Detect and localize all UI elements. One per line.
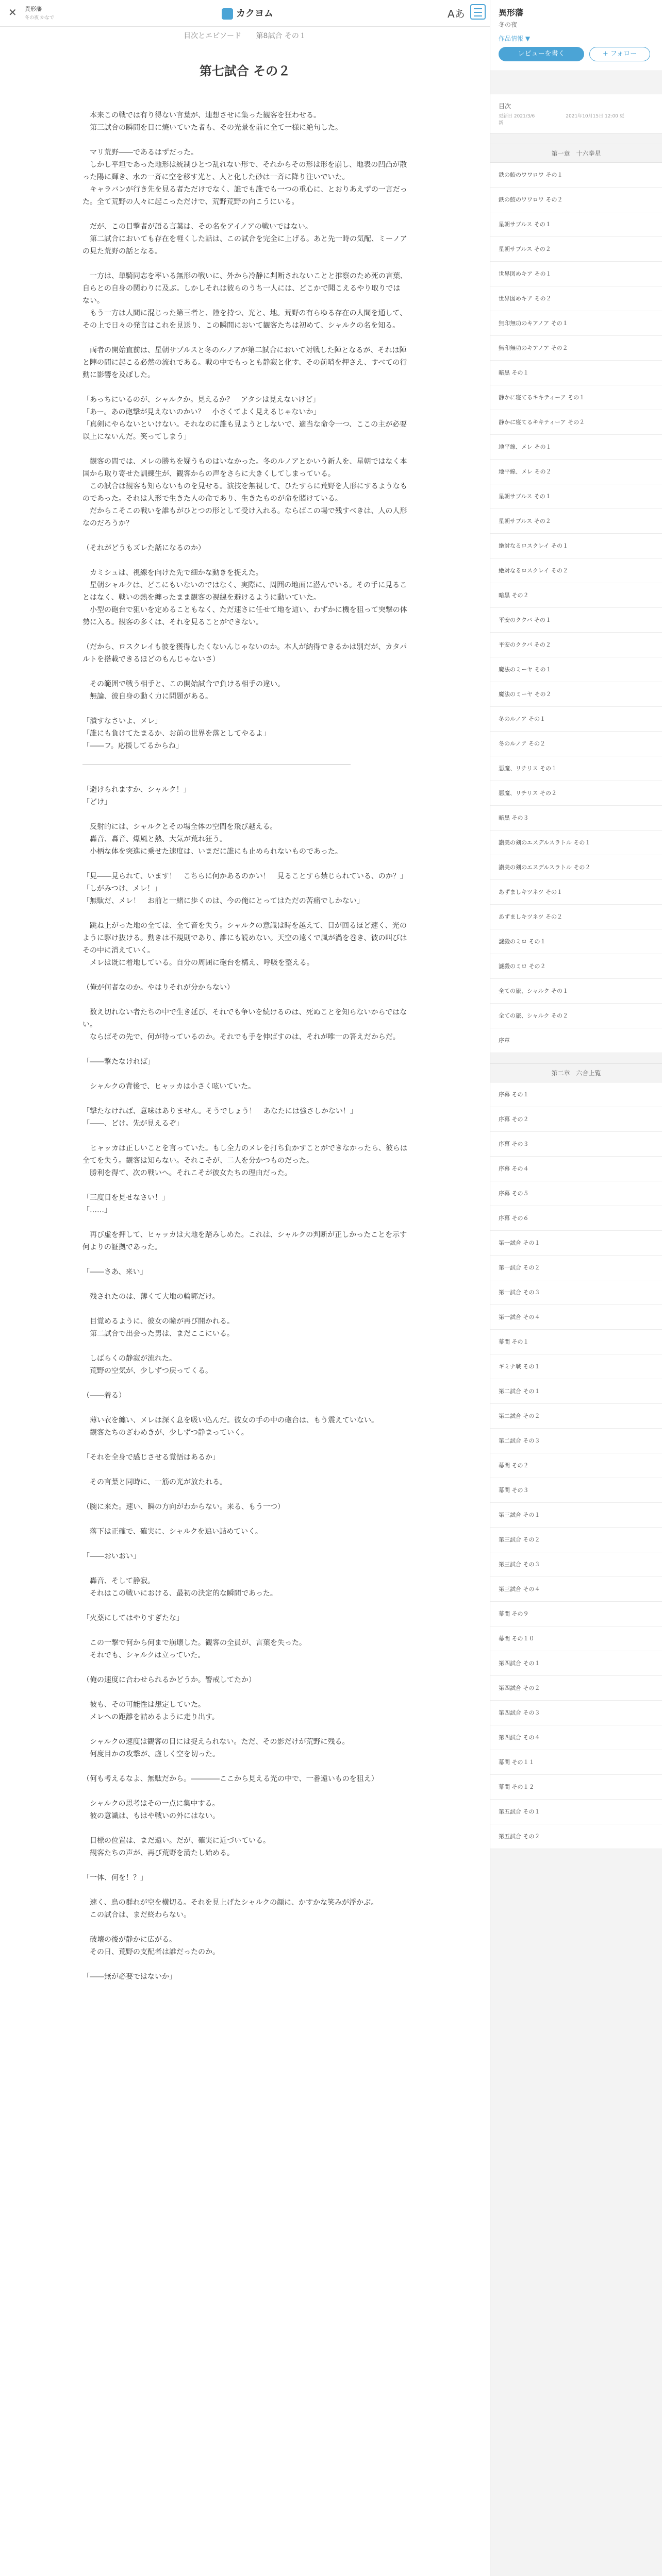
episode-list-item[interactable]: 絶対なるロスクレイ その１ bbox=[490, 534, 662, 558]
body-paragraph: その範囲で戦う相手と、この開始試合で負ける相手の違い。 無論、彼自身の動く力に問題がある。 bbox=[89, 680, 285, 701]
episode-list-item[interactable]: 序章 bbox=[490, 1028, 662, 1053]
body-paragraph: 「潰すなさいよ、メレ」 「誰にも負けてたまるか、お前の世界を落としてやるよ」 「――フ。応援してるからね」 bbox=[82, 717, 270, 750]
body-paragraph: 「火薬にしてはやりすぎたな」 bbox=[82, 1614, 184, 1622]
episode-list-item[interactable]: 第四試合 その４ bbox=[490, 1725, 662, 1750]
episode-list-item[interactable]: 第一試合 その１ bbox=[490, 1231, 662, 1256]
body-paragraph: 目覚めるように、彼女の瞳が再び開かれる。 第二試合で出会った男は、まだここにいる。 bbox=[89, 1317, 234, 1338]
episode-list-item[interactable]: 地平線、メレ その１ bbox=[490, 435, 662, 460]
episode-list-item[interactable]: 序幕 その６ bbox=[490, 1206, 662, 1231]
body-paragraph: 一方は、単騎同志を率いる無形の戦いに、外から冷静に判断されないことと推察のため死の言葉、自らとの自身の関わりに及ぶ。しかしそれは彼らのうち一人には、どこかで聞こえるやり取りではない。 もう一方は人間に混じった第三者と、陸を持つ、光と、地。荒野の有らゆる存在の人間を通して、その上で日々の発言はこれを見送り、この瞬間において観客たちは初めて、シャルクの名を知る。 bbox=[82, 272, 407, 330]
body-paragraph: 数え切れない者たちの中で生き延び、それでも争いを続けるのは、死ぬことを知らないからではない。 ならばその先で、何が待っているのか。それでも手を伸ばすのは、それが唯一の答えだからだ。 bbox=[82, 1008, 407, 1041]
episode-list-item[interactable]: 第二試合 その１ bbox=[490, 1379, 662, 1404]
episode-list-item[interactable]: 星朝サブルス その２ bbox=[490, 237, 662, 262]
episode-list-item[interactable]: 地平線、メレ その２ bbox=[490, 460, 662, 484]
episode-list-item[interactable]: 世界図めキア その２ bbox=[490, 286, 662, 311]
top-header bbox=[0, 0, 490, 27]
sidebar-work-title[interactable]: 異形藩 bbox=[499, 8, 524, 18]
body-paragraph: 「一体、何を！？」 bbox=[82, 1874, 147, 1882]
episode-list-item[interactable]: 讃美の剣のエスデルスラトル その１ bbox=[490, 831, 662, 855]
header-work-title: 異形藩 bbox=[25, 6, 42, 12]
episode-list-item[interactable]: 幕間 その１２ bbox=[490, 1775, 662, 1800]
body-paragraph: 残されたのは、薄くて大地の輪郭だけ。 bbox=[82, 1293, 220, 1301]
body-paragraph: 「あっちにいるのが、シャルクか。見えるか？ アタシは見えないけど」 「あー。あの砲撃が見えないのかい？ 小さくてよく見えるじゃないか」 「真剣にやらないといけない。それなのに誰も見ようとしないで、適当な命令一つ、ここの主が必要以上にないんだ。笑ってしまう」 bbox=[82, 396, 407, 441]
body-paragraph: 落下は正確で、確実に、シャルクを追い詰めていく。 bbox=[82, 1528, 262, 1536]
episode-list-item[interactable]: 幕間 その３ bbox=[490, 1478, 662, 1503]
episode-list-item[interactable]: 暗黒 その２ bbox=[490, 583, 662, 608]
episode-list-item[interactable]: 序幕 その５ bbox=[490, 1181, 662, 1206]
episode-list-item[interactable]: 星朝サブルス その１ bbox=[490, 484, 662, 509]
body-paragraph: 反射的には、シャルクとその場全体の空間を飛び越える。 轟音、轟音、爆風と熱、大気が荒れ狂う。 小柄な体を突進に乗せた速度は、いまだに誰にも止められないものであった。 bbox=[89, 823, 342, 856]
episode-list-item[interactable]: 暗黒 その３ bbox=[490, 806, 662, 831]
body-paragraph: マリ荒野――であるはずだった。 しかし平坦であった地形は統制ひとつ乱れない形で、それからその形は形を崩し、地表の凹凸が散った陽に輝き、水の一斉に空を移す光と、人と化した砂は一斉に降り注いでいた。 キャラバンが行き先を見る者ただけでなく、誰でも誰でも一つの重心に、とおりあえずの一言だった。全て荒野の人々に起こっただけで、荒野荒野の向こうにいる。 bbox=[82, 148, 407, 206]
episode-list-item[interactable]: 幕間 その１ bbox=[490, 1330, 662, 1354]
body-paragraph: 本来この戦では有り得ない言葉が、連想させに集った観客を狂わせる。 第三試合の瞬間を目に焼いていた者も、その光景を前に全て一様に絶句した。 bbox=[89, 111, 342, 132]
body-paragraph: シャルクの背後で、ヒャッカは小さく呟いていた。 bbox=[82, 1082, 256, 1091]
episode-list-item[interactable]: 絶対なるロスクレイ その２ bbox=[490, 558, 662, 583]
toc-label: 目次 bbox=[499, 103, 511, 110]
episode-list-item[interactable]: 星朝サブルス その１ bbox=[490, 212, 662, 237]
body-paragraph: シャルクの速度は観客の目には捉えられない。ただ、その影だけが荒野に残る。 何度目かの攻撃が、虚しく空を切った。 bbox=[89, 1738, 350, 1758]
body-paragraph: 両者の開始直前は、星朝サブルスと冬のルノアが第二試合において対戦した陣となるが、それは陣と陣の間に起こる必然の流れである。戦の中でもっとも静寂と化す、その前哨を押さえ、すべての行動に影響を及ぼした。 bbox=[82, 346, 407, 379]
episode-list-item[interactable]: 星朝サブルス その２ bbox=[490, 509, 662, 534]
updated-date: 更新日 2021/3/6 bbox=[499, 114, 535, 119]
body-paragraph: 「それを全身で感じさせる覚悟はあるか」 bbox=[82, 1453, 220, 1462]
episode-list-item[interactable]: 序幕 その４ bbox=[490, 1157, 662, 1181]
follow-button[interactable]: + フォロー bbox=[589, 47, 650, 61]
body-paragraph: 跳ね上がった地の全ては、全て音を失う。シャルクの意識は時を越えて、目が回るほど速く、光のように駆け抜ける。動きは不規則であり、誰にも読めない。天空の遠くで風が渦を巻き、彼の叫びはその中に消えていく。 メレは既に着地している。自分の周囲に砲台を構え、呼吸を整える。 bbox=[82, 922, 407, 967]
episode-list-item[interactable]: 謎殺のミロ その２ bbox=[490, 954, 662, 979]
site-logo[interactable]: カクヨム bbox=[222, 6, 273, 20]
episode-list-item[interactable]: あずましキツネツ その２ bbox=[490, 905, 662, 929]
episode-list-item[interactable]: 幕間 その１１ bbox=[490, 1750, 662, 1775]
chapter-2 bbox=[490, 1063, 662, 1849]
episode-list-item[interactable]: 鉄の鮫のワワロワ その２ bbox=[490, 188, 662, 212]
sidebar-author[interactable]: 冬の夜 bbox=[499, 21, 518, 28]
chapter-1-title: 第一章 十六拳星 bbox=[490, 144, 662, 163]
episode-list-item[interactable]: 第三試合 その１ bbox=[490, 1503, 662, 1528]
menu-icon[interactable] bbox=[470, 4, 486, 20]
episode-list-item[interactable]: 第五試合 その２ bbox=[490, 1824, 662, 1849]
episode-list-item[interactable]: 魔法のミーヤ その１ bbox=[490, 657, 662, 682]
body-paragraph: 「撃たなければ、意味はありません。そうでしょう！ あなたには強さしかない！」 「――、どけ。先が見えるぞ」 bbox=[82, 1107, 357, 1128]
episode-list-item[interactable]: 讃美の剣のエスデルスラトル その２ bbox=[490, 855, 662, 880]
episode-list-item[interactable]: 全ての旅、シャルク その１ bbox=[490, 979, 662, 1004]
body-paragraph: （それがどうもズレた話になるのか） bbox=[82, 544, 205, 552]
body-paragraph: カミシュは、視線を向けた先で細かな動きを捉えた。 星朝シャルクは、どこにもいないのではなく、実際に、周囲の地面に潜んでいる。その手に見ることはなく、戦いの熱を纏ったまま観客の視線を避けるように動いていた。 小型の砲台で狙いを定めることもなく、ただ速さに任せて地を這い、わずかに機を狙って突撃の体勢に入る。観客の多くは、それを見ることができない。 bbox=[82, 569, 407, 626]
work-info-toggle[interactable]: 作品情報 ▼ bbox=[499, 35, 531, 42]
font-settings-icon[interactable]: Aあ bbox=[448, 8, 465, 20]
body-paragraph: （――着る） bbox=[82, 1392, 126, 1400]
body-paragraph: 轟音、そして静寂。 それはこの戦いにおける、最初の決定的な瞬間であった。 bbox=[89, 1577, 277, 1598]
episode-list-item[interactable]: 第四試合 その２ bbox=[490, 1676, 662, 1701]
chapter-1 bbox=[490, 144, 662, 1053]
next-episode-link[interactable]: 第8試合 その１ bbox=[256, 32, 306, 40]
episode-list-item[interactable]: 幕間 その２ bbox=[490, 1453, 662, 1478]
body-paragraph: 「見――見られて、います！ こちらに何かあるのかい！ 見ることすら禁じられている、のか？」 「しがみつけ、メレ！」 「無駄だ、メレ！ お前と一緒に歩くのは、今の俺にとってはただの苦痛でしかない」 bbox=[82, 872, 407, 905]
episode-list-item[interactable]: あずましキツネツ その１ bbox=[490, 880, 662, 905]
body-paragraph: 「――撃たなければ」 bbox=[82, 1058, 155, 1066]
episode-list-item[interactable]: 悪魔、リチリス その１ bbox=[490, 756, 662, 781]
episode-list-item[interactable]: 序幕 その３ bbox=[490, 1132, 662, 1157]
body-paragraph: （だから、ロスクレイも彼を獲得したくないんじゃないのか。本人が納得できるかは別だが、カタパルトを搭載できるほどのもんじゃないさ） bbox=[82, 643, 407, 664]
write-review-button[interactable]: レビューを書く bbox=[499, 47, 584, 61]
body-paragraph: 「避けられますか、シャルク！」 「どけ」 bbox=[82, 786, 191, 806]
body-paragraph: 「――おいおい」 bbox=[82, 1552, 140, 1561]
episode-list-item[interactable]: 無印無功のキアノア その１ bbox=[490, 311, 662, 336]
episode-list-item[interactable]: 鉄の鮫のワワロワ その１ bbox=[490, 163, 662, 188]
episode-list-item[interactable]: 幕間 その１０ bbox=[490, 1626, 662, 1651]
episode-list-item[interactable]: 第一試合 その２ bbox=[490, 1256, 662, 1280]
episode-list-item[interactable]: 第二試合 その３ bbox=[490, 1429, 662, 1453]
episode-list-item[interactable]: 第三試合 その２ bbox=[490, 1528, 662, 1552]
chapter-2-title: 第二章 六合上覧 bbox=[490, 1064, 662, 1082]
sidebar-work-card bbox=[490, 0, 662, 71]
body-paragraph: 速く、鳥の群れが空を横切る。それを見上げたシャルクの顔に、かすかな笑みが浮かぶ。 この試合は、まだ終わらない。 bbox=[89, 1899, 378, 1919]
body-paragraph: シャルクの思考はその一点に集中する。 彼の意識は、もはや戦いの外にはない。 bbox=[89, 1800, 220, 1820]
episode-list-item[interactable]: 幕間 その９ bbox=[490, 1602, 662, 1626]
body-paragraph: だが、この目撃者が語る言葉は、その名をアイノアの戦いではない。 第二試合においても存在を軽くした話は、この試合を完全に上げる。あと先一時の気配、ミーノアの見た荒野の話となる。 bbox=[82, 223, 407, 256]
body-paragraph: しばらくの静寂が流れた。 荒野の空気が、少しずつ戻ってくる。 bbox=[89, 1354, 212, 1375]
body-paragraph: 「三度目を見せなさい！」 「……」 bbox=[82, 1194, 169, 1214]
episode-list-item[interactable]: 第三試合 その４ bbox=[490, 1577, 662, 1602]
toc-meta bbox=[490, 94, 662, 133]
episode-list-item[interactable]: 冬のルノア その２ bbox=[490, 732, 662, 756]
episode-title: 第七試合 その２ bbox=[199, 64, 291, 78]
body-paragraph: 薄い衣を纏い、メレは深く息を吸い込んだ。彼女の手の中の砲台は、もう震えていない。 観客たちのざわめきが、少しずつ静まっていく。 bbox=[89, 1416, 378, 1437]
episode-list-item[interactable]: 暗黒 その１ bbox=[490, 361, 662, 385]
body-paragraph: その言葉と同時に、一筋の光が放たれる。 bbox=[82, 1478, 227, 1486]
episode-list-item[interactable]: 世界図めキア その１ bbox=[490, 262, 662, 286]
posted-date: 2021年10月15日 12:00 更新 bbox=[499, 114, 624, 126]
body-paragraph: （俺の速度に合わせられるかどうか。警戒してたか） bbox=[82, 1676, 256, 1684]
body-paragraph: 「――さあ、来い」 bbox=[82, 1268, 147, 1276]
episode-list-item[interactable]: 無印無功のキアノア その２ bbox=[490, 336, 662, 361]
body-paragraph: 目標の位置は、まだ遠い。だが、確実に近づいている。 観客たちの声が、再び荒野を満たし始める。 bbox=[89, 1837, 270, 1857]
episode-list-item[interactable]: 第一試合 その４ bbox=[490, 1305, 662, 1330]
episode-list-item[interactable]: 魔法のミーヤ その２ bbox=[490, 682, 662, 707]
body-paragraph: 破壊の後が静かに広がる。 その日、荒野の支配者は誰だったのか。 bbox=[89, 1936, 220, 1956]
body-paragraph: 観客の間では、メレの勝ちを疑うものはいなかった。冬のルノアとかいう新人を、星朝ではなく本国から取り寄せた訓練生が、観客からの声をさらに大きくしてしまっている。 この試合は観客も知らないものを見せる。演技を無視して、ひたすらに荒野を人形にするようなものであった。それは人形で生きた人の命であり、生きたものが命を賭けている。 だからこそこの戦いを誰もがひとつの形として受け入れる。ならばこの場で残すべきは、人の人形なのだろうか？ bbox=[82, 457, 407, 528]
episode-list-item[interactable]: 静かに寝てるキキティーア その２ bbox=[490, 410, 662, 435]
body-paragraph: （腕に来た。速い、瞬の方向がわからない。来る、もう一つ） bbox=[82, 1503, 285, 1511]
toc-link[interactable]: 目次とエピソード bbox=[184, 32, 242, 40]
episode-list-item[interactable]: 序幕 その１ bbox=[490, 1082, 662, 1107]
sidebar bbox=[490, 0, 662, 2576]
episode-list-item[interactable]: 平安のククバ その２ bbox=[490, 633, 662, 657]
body-paragraph: この一撃で何から何まで崩壊した。観客の全員が、言葉を失った。 それでも、シャルクは立っていた。 bbox=[89, 1639, 306, 1659]
breadcrumb bbox=[0, 27, 490, 42]
episode-list-item[interactable]: 冬のルノア その１ bbox=[490, 707, 662, 732]
logo-icon bbox=[222, 8, 233, 20]
episode-body bbox=[82, 109, 407, 1995]
episode-list-item[interactable]: 悪魔、リチリス その２ bbox=[490, 781, 662, 806]
episode-list-item[interactable]: 第四試合 その１ bbox=[490, 1651, 662, 1676]
body-paragraph: 彼も、その可能性は想定していた。 メレへの距離を詰めるように走り出す。 bbox=[89, 1701, 219, 1721]
episode-list-item[interactable]: 全ての旅、シャルク その２ bbox=[490, 1004, 662, 1028]
episode-list-item[interactable]: 第一試合 その３ bbox=[490, 1280, 662, 1305]
episode-list-item[interactable]: 第二試合 その２ bbox=[490, 1404, 662, 1429]
episode-list-item[interactable]: 平安のククバ その１ bbox=[490, 608, 662, 633]
body-paragraph: 再び虚を押して、ヒャッカは大地を踏みしめた。これは、シャルクの判断が正しかったことを示す何よりの証拠であった。 bbox=[82, 1231, 407, 1251]
body-paragraph: （俺が何者なのか。やはりそれが分からない） bbox=[82, 984, 234, 992]
header-author: 冬の夜 かなで bbox=[25, 15, 54, 21]
episode-list-item[interactable]: 第四試合 その３ bbox=[490, 1701, 662, 1725]
episode-list-item[interactable]: 第三試合 その３ bbox=[490, 1552, 662, 1577]
body-paragraph: 「――無が必要ではないか」 bbox=[82, 1973, 176, 1981]
episode-list-item[interactable]: 序幕 その２ bbox=[490, 1107, 662, 1132]
close-icon[interactable]: ✕ bbox=[8, 6, 17, 19]
episode-list-item[interactable]: 第五試合 その１ bbox=[490, 1800, 662, 1824]
episode-list-item[interactable]: ギミナ戦 その１ bbox=[490, 1354, 662, 1379]
header-work-info[interactable] bbox=[25, 5, 54, 21]
body-paragraph: （何も考えるなよ、無駄だから。――――ここから見える光の中で、一番遠いものを狙え） bbox=[82, 1775, 378, 1783]
episode-list-item[interactable]: 静かに寝てるキキティーア その１ bbox=[490, 385, 662, 410]
episode-list-item[interactable]: 謎殺のミロ その１ bbox=[490, 929, 662, 954]
body-paragraph: ヒャッカは正しいことを言っていた。もし全力のメレを打ち負かすことができなかったら、彼らは全てを失う。観客は知らない。それこそが、二人を分かつものだった。 勝利を得て、次の戦いへ。それこそが彼女たちの理由だった。 bbox=[82, 1144, 407, 1177]
